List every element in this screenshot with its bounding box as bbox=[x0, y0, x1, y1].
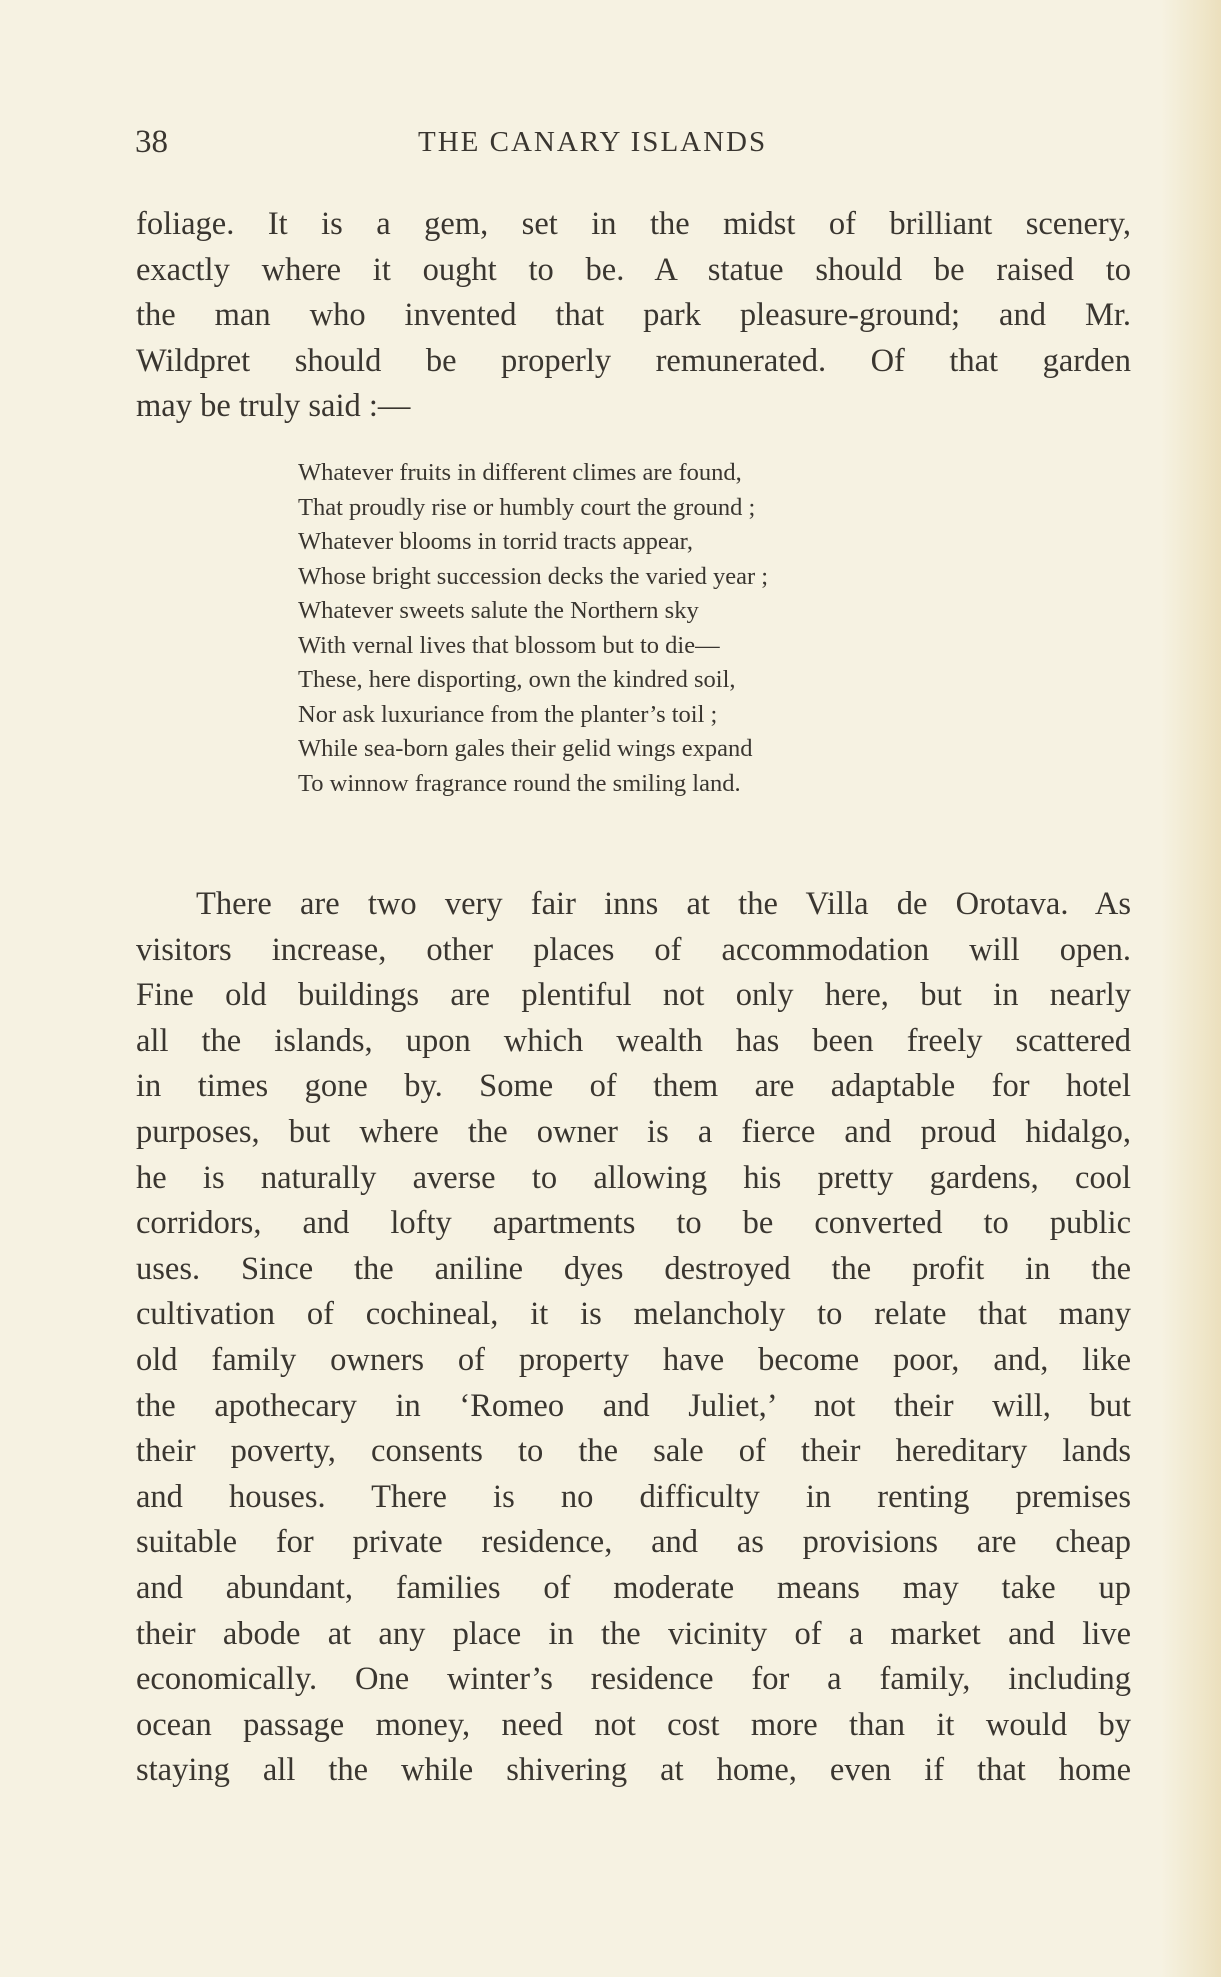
text-line: economically. One winter’s residence for a family, including bbox=[136, 1661, 1131, 1698]
text-line: suitable for private residence, and as provisions are cheap bbox=[136, 1524, 1131, 1561]
text-line: Fine old buildings are plentiful not only here, but in nearly bbox=[136, 977, 1131, 1014]
text-line: and houses. There is no difficulty in renting premises bbox=[136, 1478, 1131, 1515]
verse-quotation bbox=[298, 456, 768, 801]
verse-line: Whatever fruits in different climes are found, bbox=[298, 459, 742, 486]
verse-line: While sea-born gales their gelid wings expand bbox=[298, 735, 753, 762]
verse-line: Whatever blooms in torrid tracts appear, bbox=[298, 528, 693, 555]
text-line: uses. Since the aniline dyes destroyed the profit in the bbox=[136, 1250, 1131, 1287]
verse-line: Nor ask luxuriance from the planter’s toil ; bbox=[298, 700, 718, 728]
text-line: cultivation of cochineal, it is melancholy to relate that many bbox=[136, 1296, 1131, 1333]
text-line: the apothecary in ‘Romeo and Juliet,’ not their will, but bbox=[136, 1387, 1131, 1424]
verse-line: To winnow fragrance round the smiling land. bbox=[298, 769, 741, 797]
text-line: ocean passage money, need not cost more than it would by bbox=[136, 1706, 1131, 1743]
text-line: Wildpret should be properly remunerated. Of that garden bbox=[136, 342, 1131, 379]
text-line: corridors, and lofty apartments to be converted to public bbox=[136, 1205, 1131, 1242]
page-number: 38 bbox=[135, 124, 168, 160]
text-line: in times gone by. Some of them are adaptable for hotel bbox=[136, 1068, 1131, 1105]
verse-line: Whatever sweets salute the Northern sky bbox=[298, 597, 699, 624]
verse-line: Whose bright succession decks the varied year ; bbox=[298, 562, 769, 590]
text-line: their poverty, consents to the sale of their hereditary lands bbox=[136, 1433, 1131, 1470]
text-line: and abundant, families of moderate means may take up bbox=[136, 1569, 1131, 1606]
text-line: There are two very fair inns at the Villa de Orotava. As bbox=[196, 886, 1131, 922]
text-line: all the islands, upon which wealth has been freely scattered bbox=[136, 1022, 1131, 1059]
verse-line: That proudly rise or humbly court the ground ; bbox=[298, 493, 756, 521]
paragraph-1 bbox=[136, 202, 1131, 430]
running-head bbox=[135, 122, 1135, 162]
paragraph-2 bbox=[136, 882, 1131, 1794]
text-line: exactly where it ought to be. A statue should be raised to bbox=[136, 251, 1131, 288]
text-line: purposes, but where the owner is a fierce and proud hidalgo, bbox=[136, 1113, 1131, 1150]
text-line: old family owners of property have become poor, and, like bbox=[136, 1341, 1131, 1378]
text-line: their abode at any place in the vicinity of a market and live bbox=[136, 1615, 1131, 1652]
verse-line: These, here disporting, own the kindred soil, bbox=[298, 666, 736, 693]
text-line: he is naturally averse to allowing his pretty gardens, cool bbox=[136, 1159, 1131, 1196]
text-line: staying all the while shivering at home, even if that home bbox=[136, 1752, 1131, 1789]
page-edge-shadow bbox=[1161, 0, 1221, 1977]
text-line: the man who invented that park pleasure-ground; and Mr. bbox=[136, 297, 1131, 334]
verse-line: With vernal lives that blossom but to die— bbox=[298, 631, 720, 659]
text-line: visitors increase, other places of accommodation will open. bbox=[136, 931, 1131, 968]
running-title: THE CANARY ISLANDS bbox=[418, 126, 768, 158]
text-line: foliage. It is a gem, set in the midst of brilliant scenery, bbox=[136, 206, 1131, 242]
text-line: may be truly said :— bbox=[136, 388, 411, 425]
